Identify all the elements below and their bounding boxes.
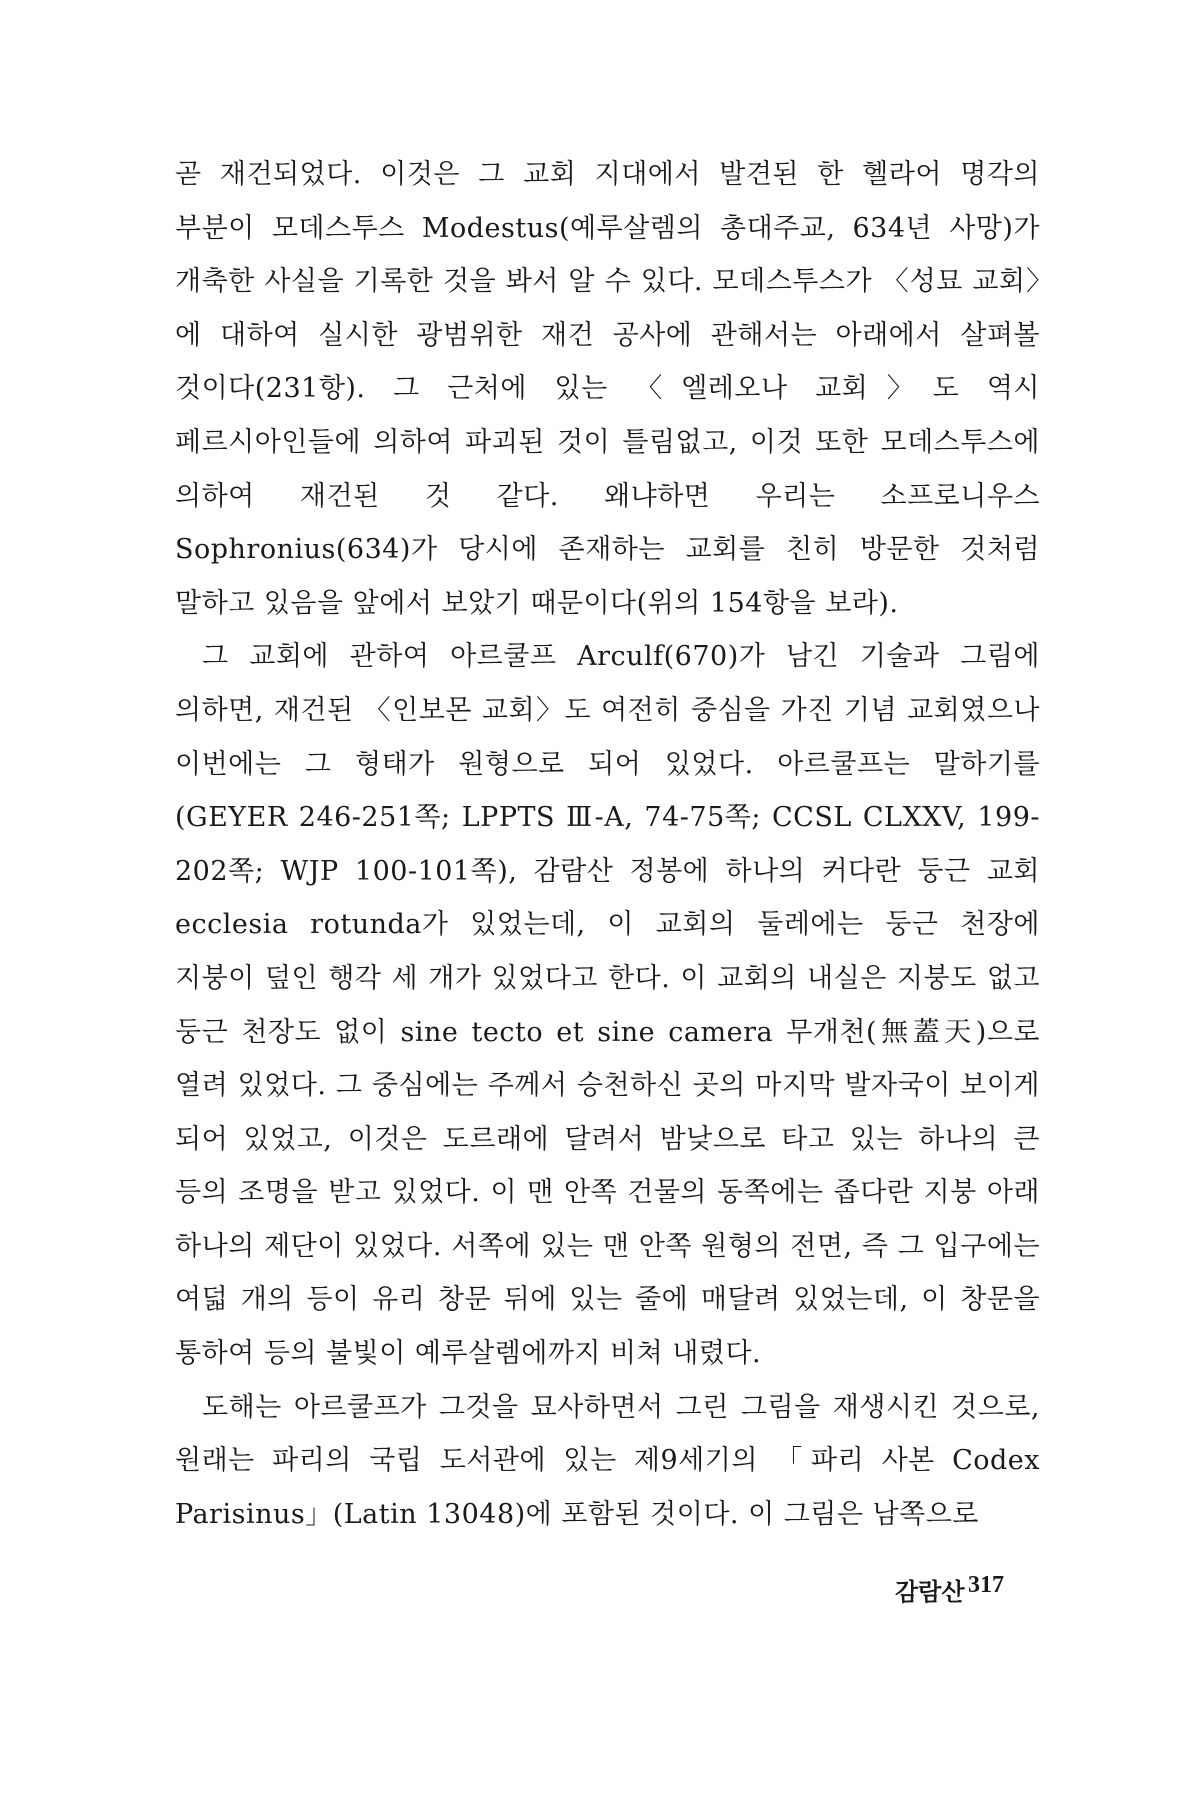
paragraph-1: 곧 재건되었다. 이것은 그 교회 지대에서 발견된 한 헬라어 명각의 부분이 모데스투스 Modestus(예루살렘의 총대주교, 634년 사망)가 개축한 사실을 기록한 것을 봐서 알 수 있다. 모데스투스가 〈성묘 교회〉에 대하여 실시한 광범위한 재건 공사에 관해서는 아래에서 살펴볼 것이다(231항). 그 근처에 있는 〈엘레오나 교회〉도 역시 페르시아인들에 의하여 파괴된 것이 틀림없고, 이것 또한 모데스투스에 의하여 재건된 것 같다. 왜냐하면 우리는 소프로니우스 Sophronius(634)가 당시에 존재하는 교회를 친히 방문한 것처럼 말하고 있음을 앞에서 보았기 때문이다(위의 154항을 보라). (175, 159, 1040, 619)
body-text (175, 148, 1040, 1541)
page-number: 317 (968, 1572, 1004, 1598)
paragraph-2: 그 교회에 관하여 아르쿨프 Arculf(670)가 남긴 기술과 그림에 의하면, 재건된 〈인보몬 교회〉도 여전히 중심을 가진 기념 교회였으나 이번에는 그 형태가 원형으로 되어 있었다. 아르쿨프는 말하기를 (GEYER 246-251쪽; LPPTS Ⅲ-A, 74-75쪽; CCSL CLXXV, 199-202쪽; WJP 100-101쪽), 감람산 정봉에 하나의 커다란 둥근 교회 ecclesia rotunda가 있었는데, 이 교회의 둘레에는 둥근 천장에 지붕이 덮인 행각 세 개가 있었다고 한다. 이 교회의 내실은 지붕도 없고 둥근 천장도 없이 sine tecto et sine camera 무개천(無蓋天)으로 열려 있었다. 그 중심에는 주께서 승천하신 곳의 마지막 발자국이 보이게 되어 있었고, 이것은 도르래에 달려서 밤낮으로 타고 있는 하나의 큰 등의 조명을 받고 있었다. 이 맨 안쪽 건물의 동쪽에는 좁다란 지붕 아래 하나의 제단이 있었다. 서쪽에 있는 맨 안쪽 원형의 전면, 즉 그 입구에는 여덟 개의 등이 유리 창문 뒤에 있는 줄에 매달려 있었는데, 이 창문을 통하여 등의 불빛이 예루살렘에까지 비쳐 내렸다. (175, 641, 1040, 1370)
paragraph-3: 도해는 아르쿨프가 그것을 묘사하면서 그린 그림을 재생시킨 것으로, 원래는 파리의 국립 도서관에 있는 제9세기의 「파리 사본 Codex Parisinus」(Latin 13048)에 포함된 것이다. 이 그림은 남쪽으로 (175, 1391, 1040, 1530)
running-title: 감람산 (895, 1578, 965, 1606)
page-footer (0, 1572, 1200, 1612)
